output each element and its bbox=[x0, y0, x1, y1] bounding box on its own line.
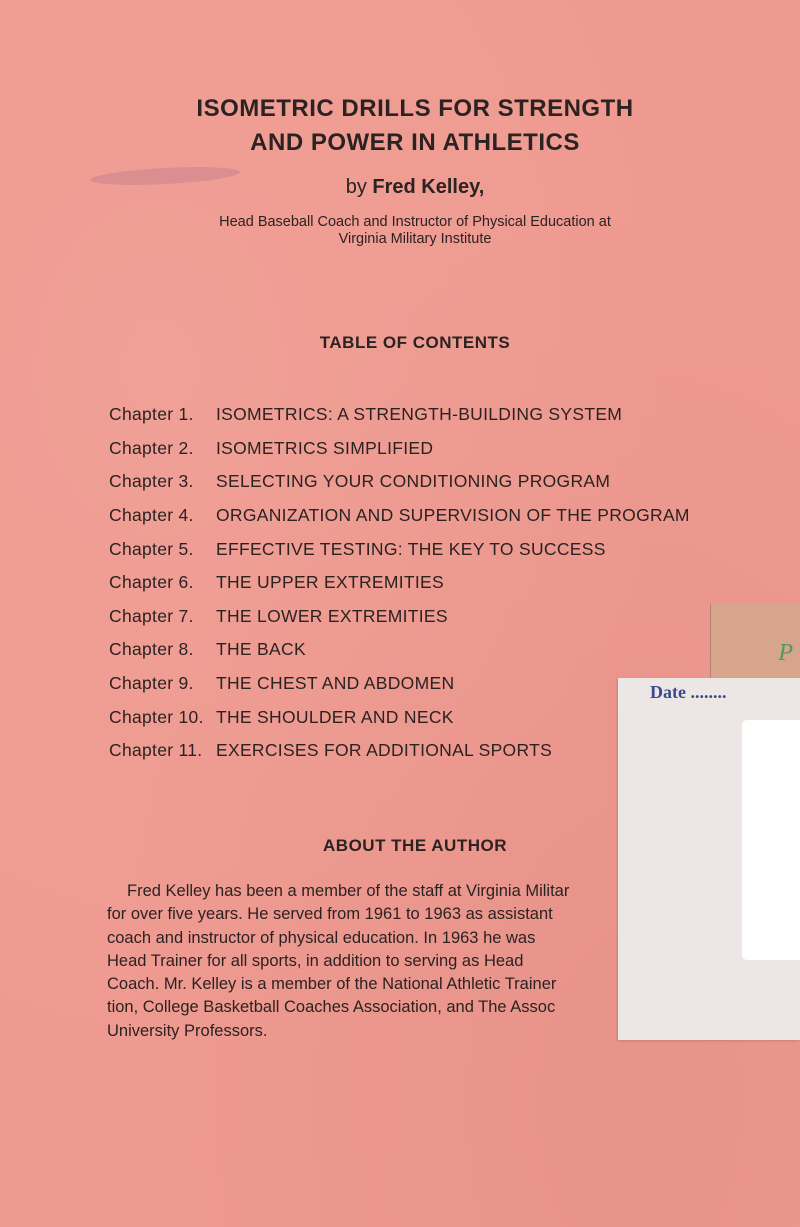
byline bbox=[300, 176, 530, 199]
toc-row bbox=[109, 532, 749, 566]
chapter-title: THE CHEST AND ABDOMEN bbox=[216, 673, 455, 694]
about-line: University Professors. bbox=[107, 1021, 268, 1040]
chapter-title: ORGANIZATION AND SUPERVISION OF THE PROGRAM bbox=[216, 505, 690, 526]
toc-row bbox=[109, 465, 749, 499]
about-line: coach and instructor of physical education. In 1963 he was bbox=[107, 928, 536, 947]
title-line-2: AND POWER IN ATHLETICS bbox=[250, 129, 580, 156]
date-label: Date ........ bbox=[650, 682, 727, 702]
toc-row bbox=[109, 566, 749, 600]
chapter-title: THE BACK bbox=[216, 639, 306, 660]
about-line: Fred Kelley has been a member of the staff at Virginia Militar bbox=[127, 882, 570, 900]
label-card bbox=[742, 720, 800, 960]
toc-row bbox=[109, 499, 749, 533]
chapter-number: Chapter 9. bbox=[109, 673, 194, 694]
chapter-number: Chapter 11. bbox=[109, 740, 203, 761]
chapter-title: EXERCISES FOR ADDITIONAL SPORTS bbox=[216, 740, 553, 761]
chapter-number: Chapter 1. bbox=[109, 404, 194, 425]
chapter-title: THE SHOULDER AND NECK bbox=[216, 706, 454, 727]
chapter-number: Chapter 7. bbox=[109, 605, 194, 626]
by-prefix: by bbox=[345, 176, 367, 198]
affiliation-line-2: Virginia Military Institute bbox=[338, 231, 492, 247]
chapter-title: THE LOWER EXTREMITIES bbox=[216, 605, 448, 626]
chapter-title: ISOMETRICS: A STRENGTH-BUILDING SYSTEM bbox=[216, 404, 623, 425]
toc-row bbox=[109, 398, 749, 432]
chapter-title: ISOMETRICS SIMPLIFIED bbox=[216, 437, 434, 458]
chapter-title: SELECTING YOUR CONDITIONING PROGRAM bbox=[216, 471, 611, 492]
author-name: Fred Kelley, bbox=[372, 176, 485, 198]
chapter-number: Chapter 10. bbox=[109, 706, 204, 727]
toc-heading: TABLE OF CONTENTS bbox=[319, 333, 511, 352]
toc-row bbox=[109, 600, 749, 634]
library-tag bbox=[710, 604, 800, 682]
toc-row bbox=[109, 633, 749, 667]
chapter-number: Chapter 8. bbox=[109, 639, 194, 660]
title-line-1: ISOMETRIC DRILLS FOR STRENGTH bbox=[196, 95, 634, 122]
chapter-number: Chapter 2. bbox=[109, 437, 194, 458]
chapter-number: Chapter 5. bbox=[109, 538, 194, 559]
chapter-title: EFFECTIVE TESTING: THE KEY TO SUCCESS bbox=[216, 538, 606, 559]
about-line: tion, College Basketball Coaches Association, and The Assoc bbox=[107, 998, 556, 1017]
ink-stain bbox=[90, 164, 241, 188]
about-heading: ABOUT THE AUTHOR bbox=[323, 836, 507, 855]
about-line: for over five years. He served from 1961 to 1963 as assistant bbox=[107, 905, 553, 924]
chapter-number: Chapter 4. bbox=[109, 505, 194, 526]
chapter-title: THE UPPER EXTREMITIES bbox=[216, 572, 444, 593]
chapter-number: Chapter 6. bbox=[109, 572, 194, 593]
library-label-sticker bbox=[618, 678, 800, 1040]
chapter-number: Chapter 3. bbox=[109, 471, 194, 492]
about-line: Head Trainer for all sports, in addition to serving as Head bbox=[107, 951, 524, 970]
author-affiliation bbox=[170, 214, 660, 248]
book-title bbox=[150, 92, 680, 160]
toc-row bbox=[109, 432, 749, 466]
about-line: Coach. Mr. Kelley is a member of the National Athletic Trainer bbox=[107, 975, 557, 994]
affiliation-line-1: Head Baseball Coach and Instructor of Physical Education at bbox=[219, 214, 611, 230]
tag-letter: P bbox=[778, 640, 793, 666]
